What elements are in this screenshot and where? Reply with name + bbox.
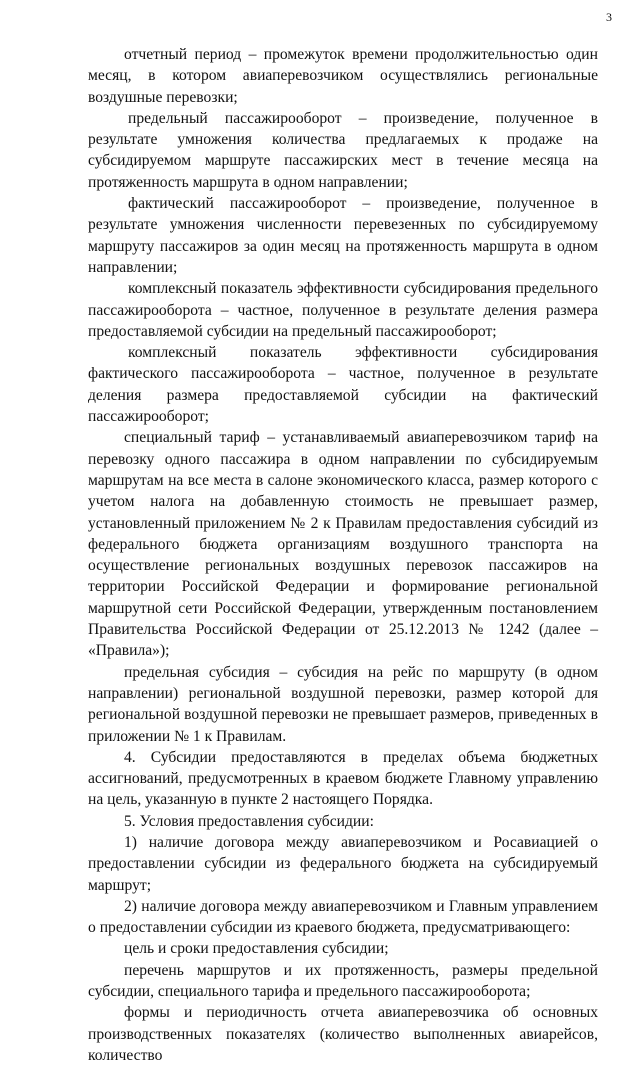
paragraph-max-passenger-turnover: предельный пассажирооборот – произведение, полученное в результате умножения количества предлагаемых к продаже на субсидируемом маршруте пассажирских мест в течение месяца на протяженность маршрута в одном направлении; (88, 109, 598, 191)
paragraph-efficiency-actual: комплексный показатель эффективности субсидирования фактического пассажирооборота – частное, полученное в результате деления размера предоставляемой субсидии на фактический пассажирооборот; (88, 344, 598, 426)
paragraph-efficiency-max: комплексный показатель эффективности субсидирования предельного пассажирооборота – частное, полученное в результате деления размера предоставляемой субсидии на предельный пассажирооборот; (88, 280, 598, 340)
paragraph-goal-terms: цель и сроки предоставления субсидии; (124, 940, 389, 958)
paragraph-special-tariff: специальный тариф – устанавливаемый авиаперевозчиком тариф на перевозку одного пассажира в одном направлении по субсидируемым маршрутам на все места в салоне экономического класса, размер которого с учетом налога на добавленную стоимость не превышает размер, установленный приложением № 2 к Правилам предоставления субсидий из федерального бюджета организациям воздушного транспорта на осуществление региональных воздушных перевозок пассажиров на территории Российской Федерации и формирование региональной маршрутной сети Российской Федерации, утвержденным постановлением Правительства Российской Федерации от 25.12.2013 № 1242 (далее – «Правила»); (88, 429, 598, 660)
paragraph-reporting-period: отчетный период – промежуток времени продолжительностью один месяц, в котором авиаперевозчиком осуществлялись региональные воздушные перевозки; (88, 46, 598, 106)
paragraph-condition-1: 1) наличие договора между авиаперевозчиком и Росавиацией о предоставлении субсидии из федерального бюджета на субсидируемый маршрут; (88, 833, 598, 894)
paragraph-item-4: 4. Субсидии предоставляются в пределах объема бюджетных ассигнований, предусмотренных в краевом бюджете Главному управлению на цель, указанную в пункте 2 настоящего Порядка. (88, 748, 598, 809)
paragraph-report-forms: формы и периодичность отчета авиаперевозчика об основных производственных показателях (количество выполненных авиарейсов, количество (88, 1004, 598, 1064)
paragraph-condition-2: 2) наличие договора между авиаперевозчиком и Главным управлением о предоставлении субсидии из краевого бюджета, предусматривающего: (88, 897, 598, 937)
paragraph-max-subsidy: предельная субсидия – субсидия на рейс по маршруту (в одном направлении) региональной воздушной перевозки, размер которой для региональной воздушной перевозки не превышает размеров, приведенных в приложении № 1 к Правилам. (88, 663, 598, 745)
paragraph-routes-list: перечень маршрутов и их протяженность, размеры предельной субсидии, специального тарифа и предельного пассажирооборота; (88, 961, 598, 1001)
paragraph-actual-passenger-turnover: фактический пассажирооборот – произведение, полученное в результате умножения численности перевезенных по субсидируемому маршруту пассажиров за один месяц на протяженность маршрута в одном направлении; (88, 195, 598, 276)
page-number: 3 (606, 10, 612, 24)
paragraph-item-5: 5. Условия предоставления субсидии: (124, 812, 374, 830)
document-body (88, 44, 598, 1066)
